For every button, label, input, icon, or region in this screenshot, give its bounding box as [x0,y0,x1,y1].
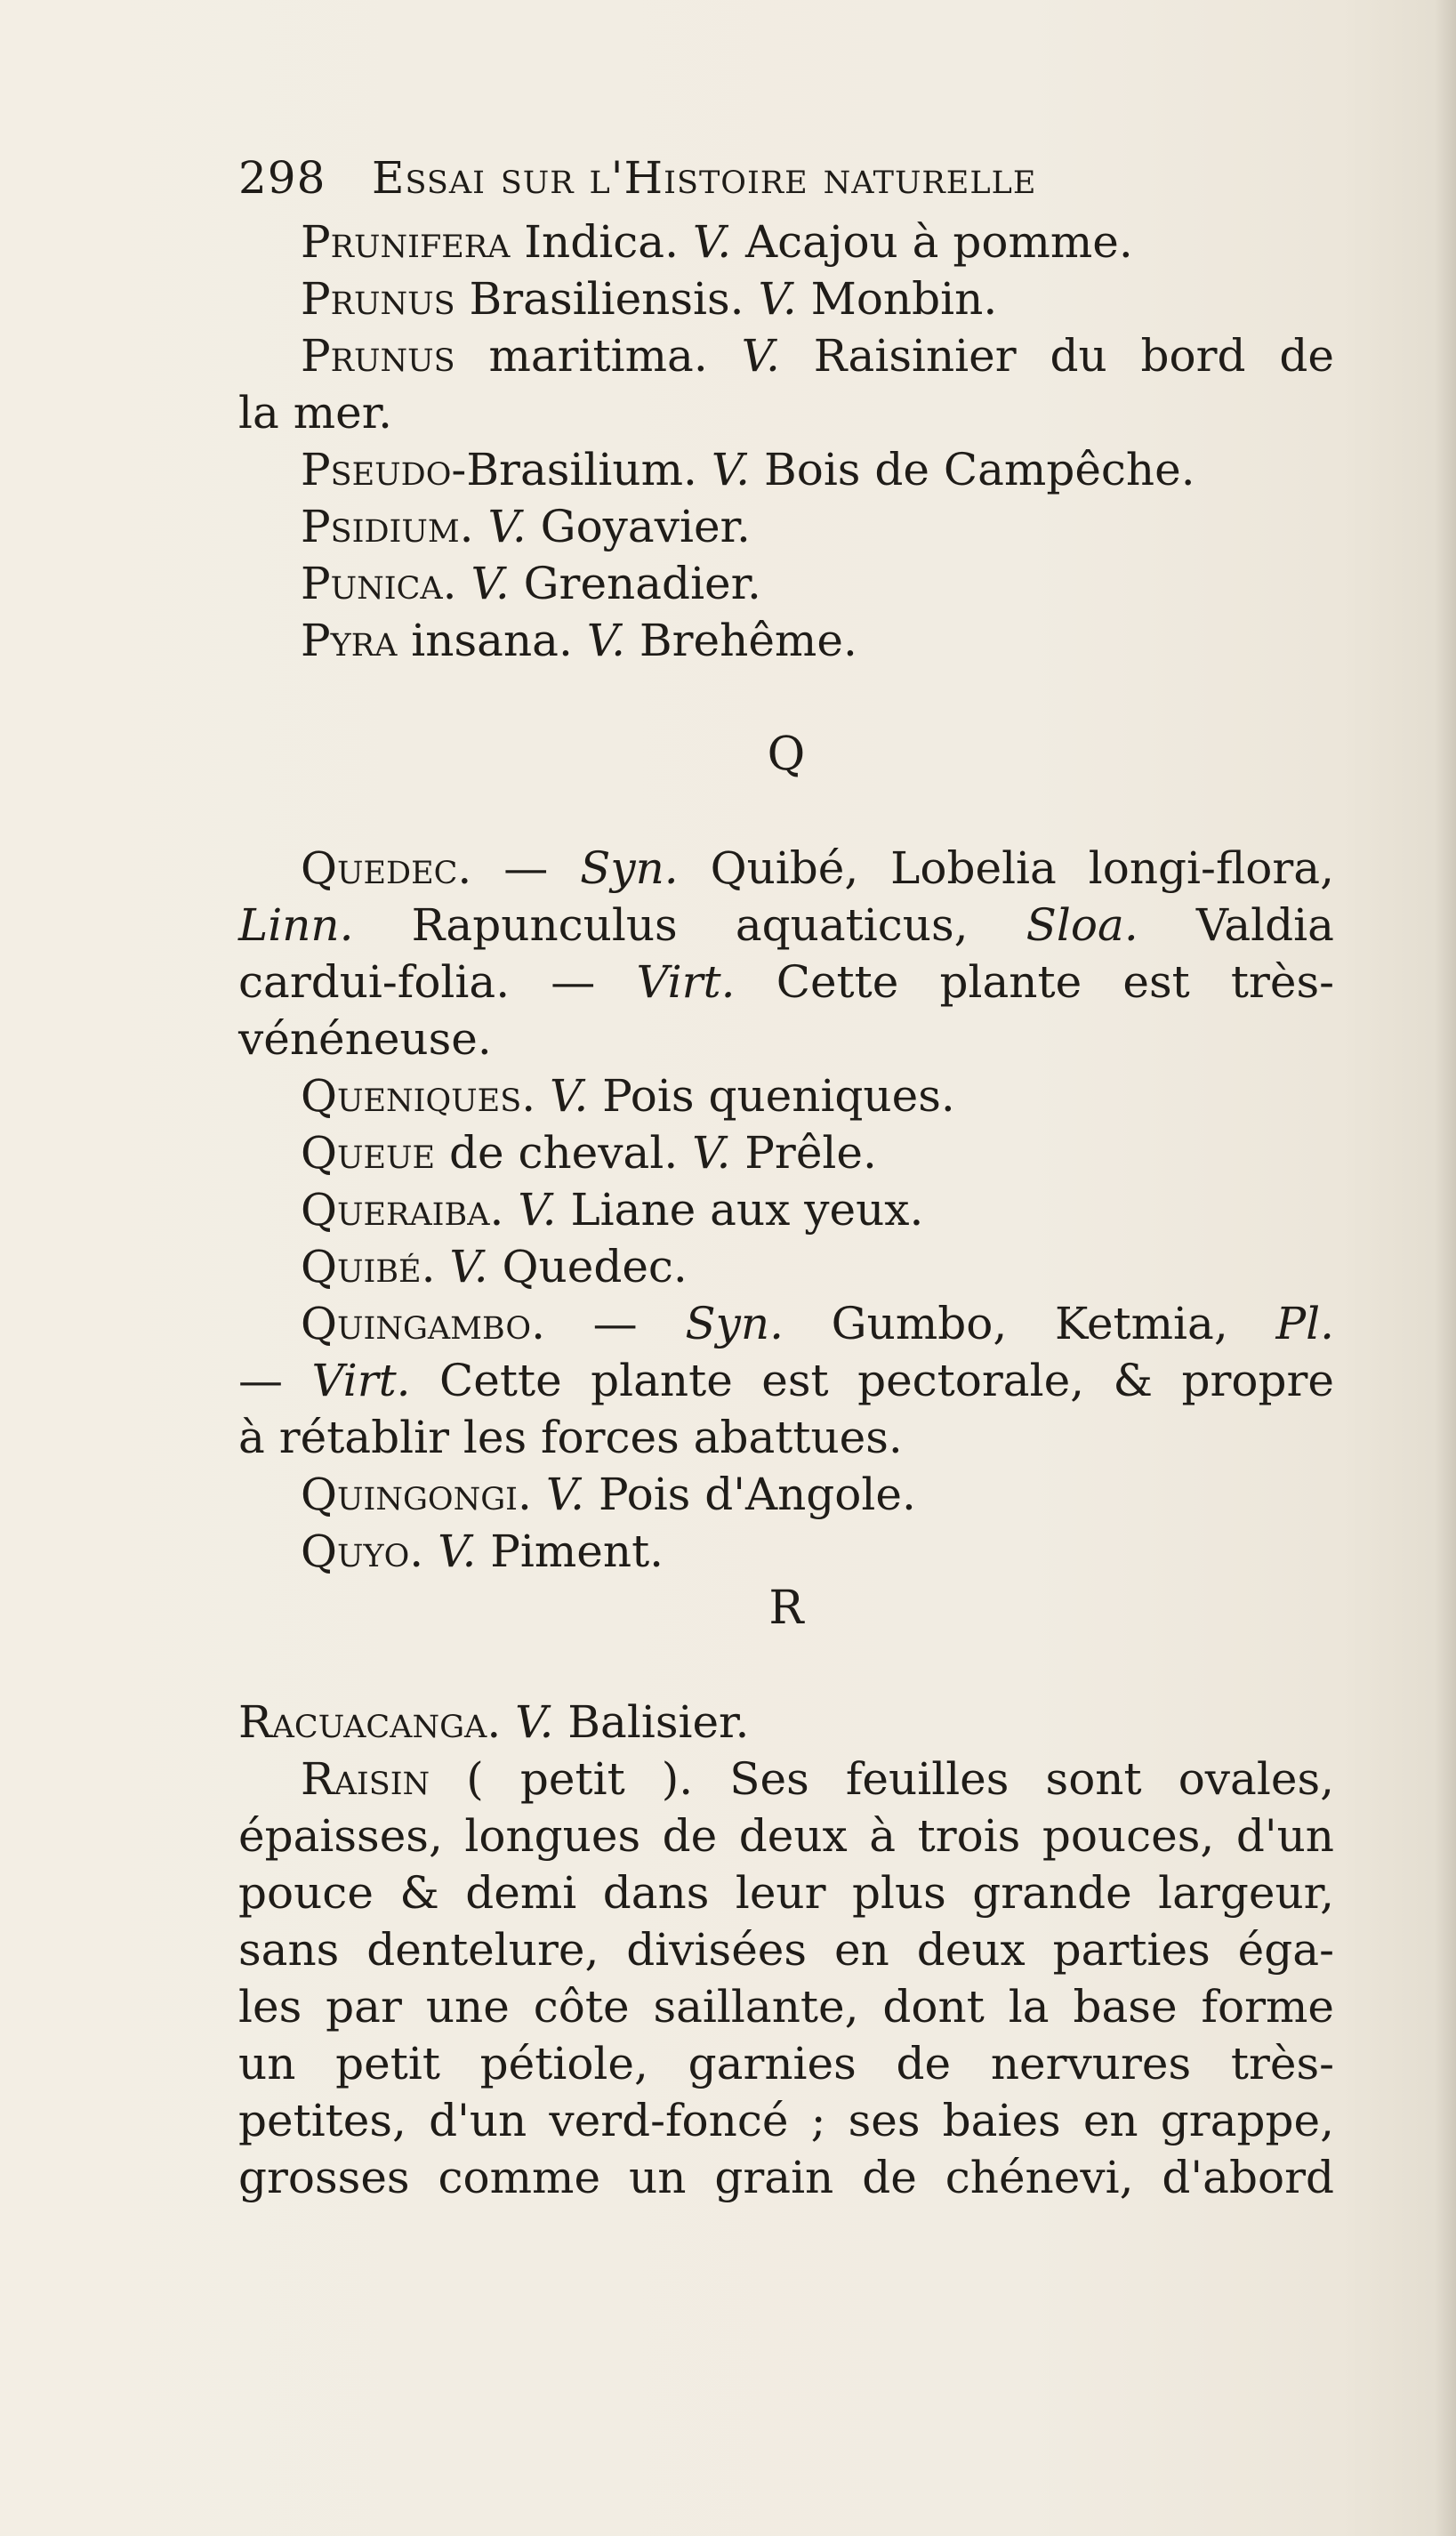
entry-raisin-line1 [238,1751,1334,1807]
entry-text: Grenadier. [509,558,761,609]
entry-text: insana. [397,615,587,666]
entry-text: ( petit ). Ses feuilles sont ovales, [430,1753,1334,1805]
entry-text: maritima. [454,330,742,382]
voyez-abbrev: V. [438,1526,477,1577]
entry-raisin-line8: grosses comme un grain de chénevi, d'abord [238,2152,1334,2203]
entry-text: Cette plante est pectorale, & propre [410,1355,1334,1406]
headword: Psidium. [301,501,474,552]
entry-pseudo-brasilium [238,441,1334,498]
running-title: Essai sur l'Histoire naturelle [372,152,1037,204]
voyez-abbrev: V. [487,501,527,552]
entry-quyo [238,1523,1334,1580]
running-header [238,149,1350,206]
voyez-abbrev: V. [515,1696,554,1748]
syn-abbrev: Syn. [580,842,679,894]
entry-prunus-maritima-cont: la mer. [238,387,392,439]
voyez-abbrev: V. [518,1184,557,1236]
entry-quedec-line3 [238,954,1334,1010]
entry-text: — [544,1298,686,1349]
entry-queniques [238,1067,1334,1124]
entry-quingongi [238,1466,1334,1523]
syn-abbrev: Syn. [685,1298,784,1349]
entry-text: Valdia [1138,899,1334,951]
entry-text: Bois de Campêche. [750,444,1195,495]
headword: Quibé. [301,1241,436,1292]
spacer [238,783,1334,840]
entry-text: — [471,842,581,894]
entry-prunus-maritima [238,327,1334,384]
virt-abbrev: Virt. [636,956,736,1008]
entry-text [423,1526,438,1577]
entry-text: de cheval. [435,1127,693,1179]
headword: Queue [301,1127,436,1179]
pl-abbrev: Pl. [1275,1298,1334,1349]
entry-text: Pois queniques. [588,1070,955,1122]
entry-text [457,558,471,609]
entry-text: Indica. [510,216,693,268]
virt-abbrev: Virt. [311,1355,411,1406]
voyez-abbrev: V. [471,558,510,609]
entry-raisin-line7: petites, d'un verd-foncé ; ses baies en grappe, [238,2095,1334,2146]
headword: Pseudo [301,444,452,495]
headword: Queraiba. [301,1184,504,1236]
entry-text: Raisinier du bord de [779,330,1335,382]
voyez-abbrev: V. [586,615,626,666]
entry-quedec-line2 [238,897,1334,954]
entry-queue [238,1124,1334,1181]
entry-text [535,1070,550,1122]
headword: Quingongi. [301,1469,532,1520]
voyez-abbrev: V. [545,1469,585,1520]
voyez-abbrev: V. [758,273,797,325]
entry-text: Brasiliensis. [454,273,759,325]
entry-text: Prêle. [730,1127,877,1179]
entry-text: Monbin. [796,273,998,325]
entry-text: Acajou à pomme. [731,216,1133,268]
headword: Pyra [301,615,398,666]
entry-quedec-line1 [238,840,1334,897]
entry-text: Piment. [476,1526,664,1577]
headword: Quedec. [301,842,472,894]
entry-text: Pois d'Angole. [584,1469,916,1520]
entry-quibe [238,1238,1334,1295]
entry-prunus-brasiliensis [238,270,1334,327]
voyez-abbrev: V. [692,216,732,268]
entry-text: -Brasilium. [451,444,712,495]
entry-text: Balisier. [553,1696,750,1748]
spacer [238,669,1334,726]
entry-text: Rapunculus aquaticus, [353,899,1026,951]
headword: Raisin [301,1753,430,1805]
page-number: 298 [238,152,326,204]
entry-raisin-line4: sans dentelure, divisées en deux parties éga- [238,1924,1334,1976]
entry-racuacanga [238,1694,1334,1751]
entry-text [435,1241,449,1292]
page-body [238,213,1334,2206]
entry-quingambo-line1 [238,1295,1334,1352]
entry-queraiba [238,1181,1334,1238]
headword: Prunus [301,330,455,382]
entry-text: Quibé, Lobelia longi-flora, [678,842,1334,894]
page-edge-shadow [1435,0,1456,2536]
entry-raisin-line2: épaisses, longues de deux à trois pouces, d'un [238,1810,1334,1862]
sloa-abbrev: Sloa. [1026,899,1138,951]
section-letter-q: Q [767,728,806,781]
spacer [238,1637,1334,1694]
entry-text: Quedec. [487,1241,688,1292]
entry-raisin-line3: pouce & demi dans leur plus grande largeur, [238,1867,1334,1919]
headword: Racuacanga. [238,1696,502,1748]
entry-text: Brehême. [625,615,857,666]
entry-pyra [238,612,1334,669]
entry-text: — [238,1355,312,1406]
entry-text [503,1184,518,1236]
entry-text [474,501,488,552]
headword: Prunifera [301,216,511,268]
headword: Quyo. [301,1526,424,1577]
entry-text: Cette plante est très- [735,956,1334,1008]
headword: Punica. [301,558,457,609]
voyez-abbrev: V. [711,444,751,495]
entry-raisin-line6: un petit pétiole, garnies de nervures très- [238,2038,1334,2089]
voyez-abbrev: V. [550,1070,589,1122]
headword: Queniques. [301,1070,536,1122]
entry-punica [238,555,1334,612]
entry-quingambo-line2 [238,1352,1334,1409]
entry-text: cardui-folia. — [238,956,637,1008]
entry-quedec-line4: vénéneuse. [238,1013,492,1065]
voyez-abbrev: V. [692,1127,731,1179]
entry-raisin-line5: les par une côte saillante, dont la base forme [238,1981,1334,2033]
entry-text: Goyavier. [526,501,751,552]
headword: Quingambo. [301,1298,545,1349]
section-letter-r: R [768,1582,804,1635]
entry-text: Liane aux yeux. [556,1184,924,1236]
linn-abbrev: Linn. [238,899,354,951]
entry-prunifera [238,213,1334,270]
entry-text [532,1469,546,1520]
entry-text: Gumbo, Ketmia, [783,1298,1276,1349]
voyez-abbrev: V. [449,1241,488,1292]
entry-text [501,1696,515,1748]
entry-quingambo-line3: à rétablir les forces abattues. [238,1412,903,1463]
voyez-abbrev: V. [741,330,780,382]
headword: Prunus [301,273,455,325]
entry-psidium [238,498,1334,555]
